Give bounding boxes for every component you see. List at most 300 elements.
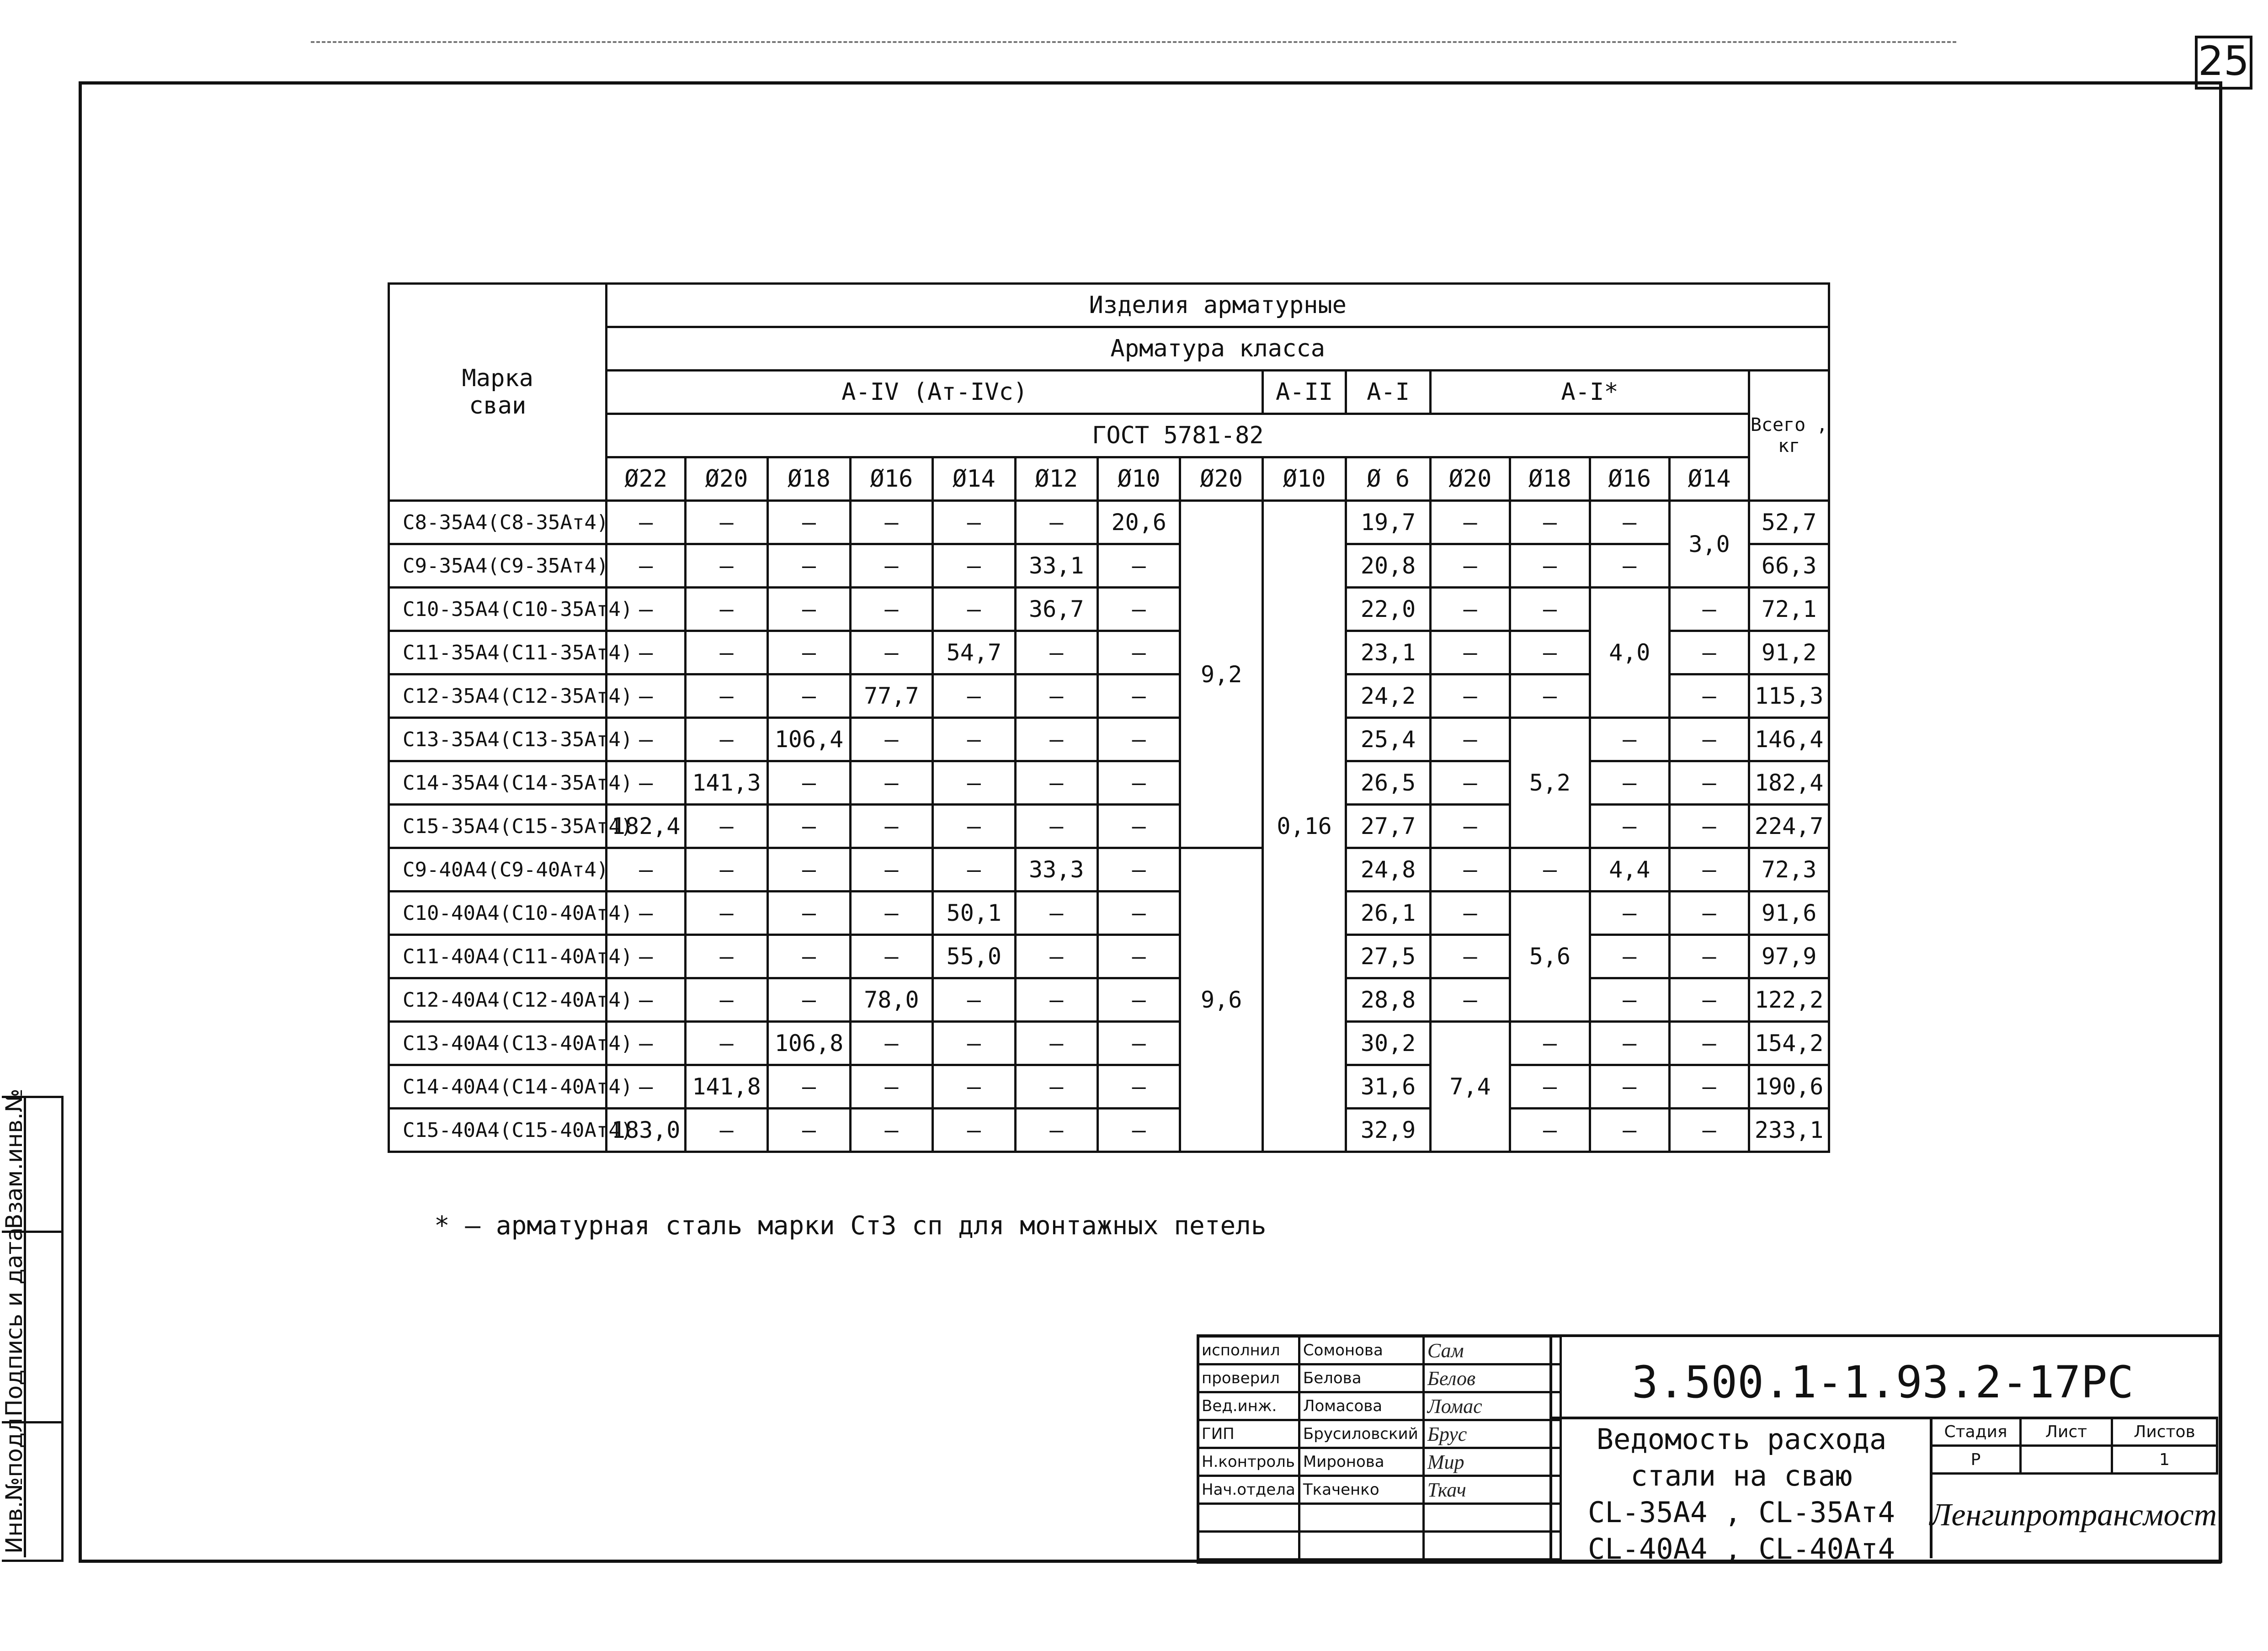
cell: – <box>1590 501 1669 544</box>
empty-cell <box>1299 1504 1423 1532</box>
cell: – <box>768 1109 850 1152</box>
cell: – <box>933 718 1015 761</box>
cell: – <box>685 1022 767 1065</box>
merged-s16-35: 4,0 <box>1590 588 1669 718</box>
dia-a4-20b: Ø20 <box>1180 457 1262 501</box>
table-row <box>389 935 1829 978</box>
cell: – <box>1097 805 1180 848</box>
cell: – <box>1430 718 1510 761</box>
cell: 50,1 <box>933 892 1015 935</box>
cell: 4,4 <box>1590 848 1669 892</box>
table-row <box>389 544 1829 588</box>
title-line: Ведомость расхода <box>1596 1423 1887 1456</box>
header-mark-line1: Марка <box>462 365 533 392</box>
cell: – <box>1015 718 1097 761</box>
cell: – <box>607 1065 685 1109</box>
cell: – <box>1097 978 1180 1022</box>
cell: – <box>685 935 767 978</box>
sig-signature <box>1423 1337 1560 1364</box>
cell: – <box>1430 892 1510 935</box>
cell: – <box>607 588 685 631</box>
cell: 27,5 <box>1346 935 1431 978</box>
cell-total: 233,1 <box>1749 1109 1829 1152</box>
empty-cell <box>1423 1532 1560 1560</box>
cell: – <box>1097 1065 1180 1109</box>
document-title <box>1554 1421 1929 1567</box>
cell: 32,9 <box>1346 1109 1431 1152</box>
cell: – <box>1097 892 1180 935</box>
cell: – <box>1510 501 1590 544</box>
cell: – <box>1510 1109 1590 1152</box>
cell: – <box>1097 631 1180 674</box>
cell: – <box>685 588 767 631</box>
cell: – <box>685 501 767 544</box>
sheets-label: Листов <box>2112 1418 2217 1446</box>
cell: – <box>1430 674 1510 718</box>
cell: – <box>768 761 850 805</box>
header-class-a2: А-II <box>1262 371 1346 414</box>
row-mark: С13-40А4(С13-40Ат4) <box>389 1022 607 1065</box>
cell: – <box>1097 1022 1180 1065</box>
dia-a4-12: Ø12 <box>1015 457 1097 501</box>
cell: – <box>1015 892 1097 935</box>
cell: – <box>685 892 767 935</box>
footnote: * – арматурная сталь марки Ст3 сп для монтажных петель <box>434 1211 1267 1241</box>
cell: – <box>1669 892 1749 935</box>
cell: – <box>685 718 767 761</box>
cell: – <box>768 892 850 935</box>
cell: – <box>933 761 1015 805</box>
cell: – <box>850 935 932 978</box>
cell: – <box>607 544 685 588</box>
cell: – <box>768 501 850 544</box>
cell: 23,1 <box>1346 631 1431 674</box>
cell: – <box>1590 1109 1669 1152</box>
rebar-table <box>388 282 1830 1153</box>
empty-cell <box>1198 1504 1299 1532</box>
cell-total: 97,9 <box>1749 935 1829 978</box>
cell: – <box>850 892 932 935</box>
cell: 33,3 <box>1015 848 1097 892</box>
cell: 106,4 <box>768 718 850 761</box>
dia-a1-6: Ø 6 <box>1346 457 1431 501</box>
cell: 33,1 <box>1015 544 1097 588</box>
sig-role: Н.контроль <box>1198 1448 1299 1476</box>
cell: – <box>850 631 932 674</box>
cell: – <box>1097 674 1180 718</box>
cell-total: 154,2 <box>1749 1022 1829 1065</box>
cell: – <box>1015 1065 1097 1109</box>
cell: – <box>850 1065 932 1109</box>
cell: – <box>1015 501 1097 544</box>
cell: 182,4 <box>607 805 685 848</box>
merged-s18-40: 5,6 <box>1510 892 1590 1022</box>
row-mark: С10-35А4(С10-35Ат4) <box>389 588 607 631</box>
cell: – <box>1097 935 1180 978</box>
cell: – <box>607 1022 685 1065</box>
cell: – <box>1510 631 1590 674</box>
sig-name: Миронова <box>1299 1448 1423 1476</box>
sheets-value: 1 <box>2112 1446 2217 1474</box>
cell: – <box>607 935 685 978</box>
cell-total: 190,6 <box>1749 1065 1829 1109</box>
cell: – <box>1097 544 1180 588</box>
cell-total: 91,6 <box>1749 892 1829 935</box>
cell: – <box>685 848 767 892</box>
cell: 22,0 <box>1346 588 1431 631</box>
cell: – <box>768 588 850 631</box>
cell: – <box>1097 848 1180 892</box>
row-mark: С8-35А4(С8-35Ат4) <box>389 501 607 544</box>
header-class-a4: А-IV (Ат-IVс) <box>607 371 1262 414</box>
table-row <box>389 1109 1829 1152</box>
row-mark: С14-35А4(С14-35Ат4) <box>389 761 607 805</box>
cell: – <box>1590 1022 1669 1065</box>
header-class-a1-star: А-I* <box>1430 371 1749 414</box>
cell: – <box>1590 892 1669 935</box>
cell: – <box>1430 588 1510 631</box>
row-mark: С12-40А4(С12-40Ат4) <box>389 978 607 1022</box>
cell: – <box>607 631 685 674</box>
sheet-value <box>2021 1446 2112 1474</box>
sig-role: Вед.инж. <box>1198 1392 1299 1420</box>
row-mark: С9-35А4(С9-35Ат4) <box>389 544 607 588</box>
cell: – <box>1590 1065 1669 1109</box>
row-mark: С10-40А4(С10-40Ат4) <box>389 892 607 935</box>
header-mark <box>389 284 607 501</box>
cell: – <box>1669 935 1749 978</box>
row-mark: С11-35А4(С11-35Ат4) <box>389 631 607 674</box>
sig-role: проверил <box>1198 1364 1299 1392</box>
cell: – <box>933 805 1015 848</box>
cell: – <box>933 848 1015 892</box>
side-stamp-inv: Инв.№подл <box>1 1417 27 1554</box>
cell: 30,2 <box>1346 1022 1431 1065</box>
cell: – <box>1097 1109 1180 1152</box>
cell-total: 146,4 <box>1749 718 1829 761</box>
sig-signature <box>1423 1392 1560 1420</box>
signature-row <box>1198 1392 1561 1420</box>
cell: – <box>850 1109 932 1152</box>
cell: – <box>685 674 767 718</box>
cell: – <box>607 718 685 761</box>
cell: – <box>1430 501 1510 544</box>
table-row <box>389 761 1829 805</box>
sig-role: ГИП <box>1198 1420 1299 1448</box>
title-line: СL-35А4 , СL-35Ат4 <box>1588 1496 1895 1529</box>
cell: – <box>1669 1022 1749 1065</box>
header-total-line1: Всего , <box>1750 414 1828 435</box>
sig-signature <box>1423 1448 1560 1476</box>
cell: – <box>933 978 1015 1022</box>
row-mark: С11-40А4(С11-40Ат4) <box>389 935 607 978</box>
cell: – <box>1015 1022 1097 1065</box>
cell: – <box>607 674 685 718</box>
row-mark: С12-35А4(С12-35Ат4) <box>389 674 607 718</box>
cell: – <box>1669 588 1749 631</box>
dia-star-20: Ø20 <box>1430 457 1510 501</box>
cell: – <box>1015 761 1097 805</box>
cell: 24,8 <box>1346 848 1431 892</box>
dia-star-18: Ø18 <box>1510 457 1590 501</box>
document-code: 3.500.1-1.93.2-17РС <box>1631 1357 2134 1408</box>
sig-name: Ломасова <box>1299 1392 1423 1420</box>
signature-row-empty <box>1198 1504 1561 1532</box>
cell: – <box>1669 718 1749 761</box>
cell: – <box>607 501 685 544</box>
stage-value: Р <box>1931 1446 2021 1474</box>
cell: – <box>1430 935 1510 978</box>
organization-name: Ленгипротрансмост <box>1930 1497 2217 1533</box>
row-mark: С15-35А4(С15-35Ат4) <box>389 805 607 848</box>
cell: – <box>1669 1109 1749 1152</box>
cell: – <box>850 718 932 761</box>
signature-row <box>1198 1476 1561 1504</box>
sig-name: Белова <box>1299 1364 1423 1392</box>
cell: – <box>1510 544 1590 588</box>
signature-row-empty <box>1198 1532 1561 1560</box>
header-mark-line2: сваи <box>469 392 527 419</box>
cell: – <box>607 848 685 892</box>
header-products: Изделия арматурные <box>607 284 1829 327</box>
cell: – <box>850 761 932 805</box>
table-row <box>389 892 1829 935</box>
table-row <box>389 588 1829 631</box>
merged-a4-20-35: 9,2 <box>1180 501 1262 848</box>
cell: – <box>850 501 932 544</box>
cell: – <box>1015 935 1097 978</box>
table-row <box>389 1022 1829 1065</box>
cell: – <box>933 1065 1015 1109</box>
cell: – <box>1430 544 1510 588</box>
cell: – <box>685 631 767 674</box>
cell: – <box>1097 588 1180 631</box>
cell: 77,7 <box>850 674 932 718</box>
dia-a4-14: Ø14 <box>933 457 1015 501</box>
signature-mark: Мир <box>1427 1450 1464 1473</box>
row-mark: С14-40А4(С14-40Ат4) <box>389 1065 607 1109</box>
empty-cell <box>1423 1504 1560 1532</box>
cell: – <box>1590 978 1669 1022</box>
cell: – <box>685 978 767 1022</box>
signature-mark: Ломас <box>1427 1395 1482 1417</box>
cell: 20,6 <box>1097 501 1180 544</box>
cell-total: 66,3 <box>1749 544 1829 588</box>
cell: 141,8 <box>685 1065 767 1109</box>
cell: – <box>1510 1065 1590 1109</box>
side-stamp-labels <box>1 1088 27 1554</box>
sheet-number: 25 <box>2195 36 2252 90</box>
sig-signature <box>1423 1420 1560 1448</box>
cell: 24,2 <box>1346 674 1431 718</box>
title-line: стали на сваю <box>1630 1459 1853 1492</box>
cell: – <box>1015 1109 1097 1152</box>
cell: – <box>933 1109 1015 1152</box>
dia-a4-20: Ø20 <box>685 457 767 501</box>
cell: – <box>1015 978 1097 1022</box>
cell: – <box>1669 848 1749 892</box>
top-dashed-lines <box>311 23 1956 43</box>
cell: – <box>850 848 932 892</box>
dia-star-16: Ø16 <box>1590 457 1669 501</box>
cell: – <box>768 805 850 848</box>
cell: – <box>1590 544 1669 588</box>
cell: – <box>1669 978 1749 1022</box>
signature-mark: Брус <box>1427 1423 1467 1445</box>
signature-table <box>1197 1335 1562 1561</box>
cell: 106,8 <box>768 1022 850 1065</box>
cell-total: 72,1 <box>1749 588 1829 631</box>
cell: – <box>1669 1065 1749 1109</box>
cell: 20,8 <box>1346 544 1431 588</box>
cell: – <box>1590 935 1669 978</box>
cell: – <box>1097 718 1180 761</box>
cell: – <box>1097 761 1180 805</box>
cell: 54,7 <box>933 631 1015 674</box>
cell-total: 72,3 <box>1749 848 1829 892</box>
cell: 26,1 <box>1346 892 1431 935</box>
cell-total: 91,2 <box>1749 631 1829 674</box>
signature-mark: Белов <box>1427 1367 1476 1390</box>
cell: – <box>1669 761 1749 805</box>
cell: – <box>768 631 850 674</box>
sig-signature <box>1423 1364 1560 1392</box>
sig-name: Брусиловский <box>1299 1420 1423 1448</box>
header-gost: ГОСТ 5781-82 <box>607 414 1749 457</box>
cell: – <box>1510 674 1590 718</box>
cell: – <box>1430 761 1510 805</box>
cell-total: 224,7 <box>1749 805 1829 848</box>
cell: – <box>768 848 850 892</box>
sig-name: Сомонова <box>1299 1337 1423 1364</box>
cell: 141,3 <box>685 761 767 805</box>
cell: 26,5 <box>1346 761 1431 805</box>
signature-row <box>1198 1337 1561 1364</box>
dia-a2-10: Ø10 <box>1262 457 1346 501</box>
table-row <box>389 805 1829 848</box>
cell: – <box>607 978 685 1022</box>
merged-a4-20-40: 9,6 <box>1180 848 1262 1152</box>
cell: – <box>607 892 685 935</box>
sig-role: Нач.отдела <box>1198 1476 1299 1504</box>
table-row <box>389 501 1829 544</box>
cell: – <box>768 935 850 978</box>
header-total-line2: кг <box>1778 435 1800 457</box>
row-mark: С13-35А4(С13-35Ат4) <box>389 718 607 761</box>
merged-s18-35: 5,2 <box>1510 718 1590 848</box>
cell: 28,8 <box>1346 978 1431 1022</box>
cell: – <box>685 544 767 588</box>
cell: 183,0 <box>607 1109 685 1152</box>
cell: – <box>1430 805 1510 848</box>
signature-row <box>1198 1364 1561 1392</box>
empty-cell <box>1299 1532 1423 1560</box>
cell: – <box>1015 674 1097 718</box>
signature-row <box>1198 1420 1561 1448</box>
cell: – <box>1510 588 1590 631</box>
cell: 25,4 <box>1346 718 1431 761</box>
cell-total: 52,7 <box>1749 501 1829 544</box>
table-row <box>389 718 1829 761</box>
header-total <box>1749 371 1829 501</box>
cell: – <box>850 805 932 848</box>
cell: 55,0 <box>933 935 1015 978</box>
dia-a4-10: Ø10 <box>1097 457 1180 501</box>
dia-star-14: Ø14 <box>1669 457 1749 501</box>
cell: – <box>768 674 850 718</box>
sheet-label: Лист <box>2021 1418 2112 1446</box>
cell: – <box>768 1065 850 1109</box>
cell: – <box>850 588 932 631</box>
cell: – <box>1430 631 1510 674</box>
cell: – <box>1430 978 1510 1022</box>
row-mark: С9-40А4(С9-40Ат4) <box>389 848 607 892</box>
cell: – <box>1510 848 1590 892</box>
table-row <box>389 1065 1829 1109</box>
merged-s14-35-top: 3,0 <box>1669 501 1749 588</box>
cell-total: 182,4 <box>1749 761 1829 805</box>
cell: – <box>933 544 1015 588</box>
cell-total: 122,2 <box>1749 978 1829 1022</box>
signature-mark: Сам <box>1427 1339 1464 1362</box>
cell: – <box>1430 848 1510 892</box>
header-class-a1: А-I <box>1346 371 1431 414</box>
cell: 36,7 <box>1015 588 1097 631</box>
title-line: СL-40А4 , СL-40Ат4 <box>1588 1532 1895 1566</box>
cell: – <box>933 588 1015 631</box>
cell: – <box>1015 805 1097 848</box>
cell: 31,6 <box>1346 1065 1431 1109</box>
table-row <box>389 848 1829 892</box>
cell: – <box>933 501 1015 544</box>
dia-a4-22: Ø22 <box>607 457 685 501</box>
cell: 19,7 <box>1346 501 1431 544</box>
cell: – <box>1590 805 1669 848</box>
table-row <box>389 978 1829 1022</box>
cell: 27,7 <box>1346 805 1431 848</box>
header-rebar-class: Арматура класса <box>607 327 1829 371</box>
cell: – <box>685 1109 767 1152</box>
cell: – <box>933 1022 1015 1065</box>
empty-cell <box>1198 1532 1299 1560</box>
cell: 78,0 <box>850 978 932 1022</box>
row-mark: С15-40А4(С15-40Ат4) <box>389 1109 607 1152</box>
dia-a4-16: Ø16 <box>850 457 932 501</box>
sig-signature <box>1423 1476 1560 1504</box>
cell: – <box>1669 674 1749 718</box>
sig-name: Ткаченко <box>1299 1476 1423 1504</box>
cell: – <box>1669 631 1749 674</box>
merged-s20-40: 7,4 <box>1430 1022 1510 1152</box>
cell: – <box>1510 1022 1590 1065</box>
side-stamp-signature-date: Подпись и дата <box>1 1227 27 1417</box>
cell: – <box>685 805 767 848</box>
cell: – <box>850 544 932 588</box>
cell: – <box>933 674 1015 718</box>
cell: – <box>768 544 850 588</box>
signature-row <box>1198 1448 1561 1476</box>
dia-a4-18: Ø18 <box>768 457 850 501</box>
cell: – <box>607 761 685 805</box>
stage-label: Стадия <box>1931 1418 2021 1446</box>
signature-mark: Ткач <box>1427 1478 1466 1501</box>
cell: – <box>768 978 850 1022</box>
side-stamp-replacement: Взам.инв.№ <box>1 1088 27 1229</box>
merged-a2-10: 0,16 <box>1262 501 1346 1152</box>
cell: – <box>1590 761 1669 805</box>
cell: – <box>1590 718 1669 761</box>
cell: – <box>1669 805 1749 848</box>
